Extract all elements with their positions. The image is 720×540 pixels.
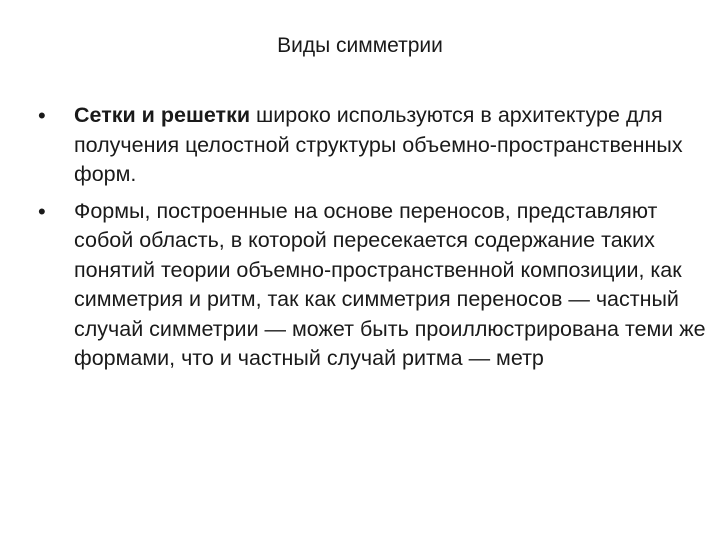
bullet-dot-icon: • <box>38 198 46 224</box>
bullet-bold-text: Сетки и решетки <box>74 103 251 127</box>
bullet-dot-icon: • <box>38 103 46 128</box>
bullet-text: широко используются в архитектуре для получения целостной структуры объемно-пространственных форм. <box>74 103 683 186</box>
slide-title: Виды симметрии <box>277 34 443 57</box>
bullet-item <box>38 197 708 374</box>
bullet-item <box>38 101 708 190</box>
bullet-text: Формы, построенные на основе переносов, представляют собой область, в которой пересекается содержание таких понятий теории объемно-пространственной композиции, как симметрия и ритм, так как симметрия переносов — частный случай симметрии — может быть проиллюстрирована теми же формами, что и частный случай ритма — метр <box>74 198 706 370</box>
bullet-list <box>38 101 708 381</box>
